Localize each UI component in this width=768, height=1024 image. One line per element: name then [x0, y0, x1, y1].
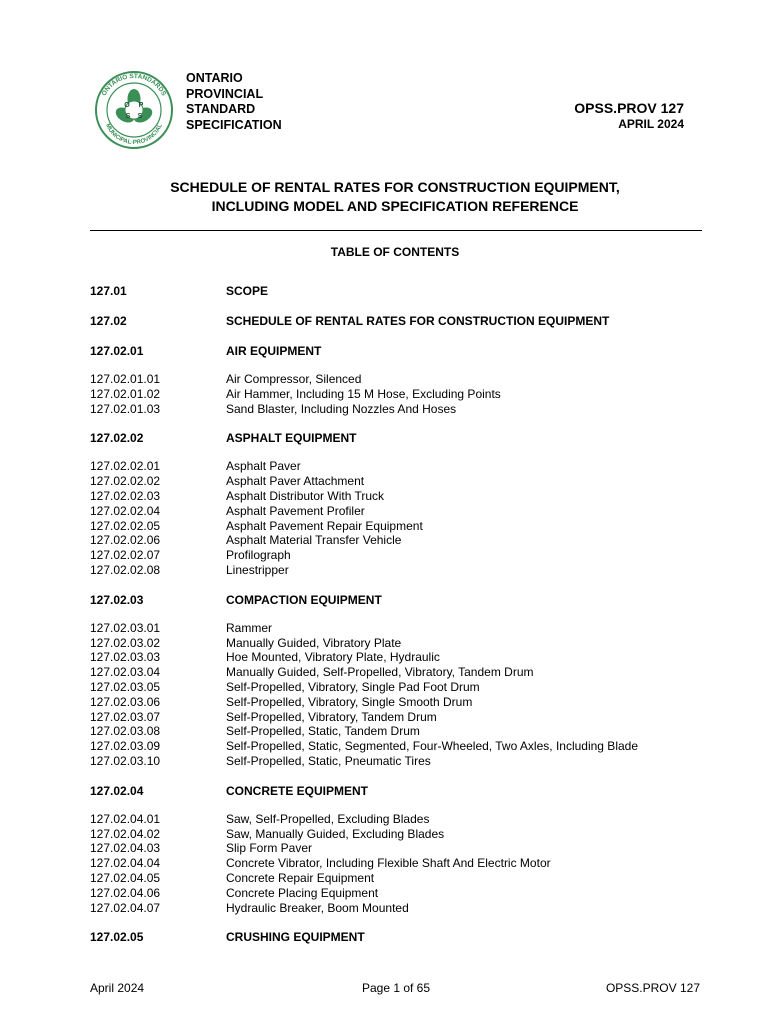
toc-section-row	[90, 592, 710, 608]
table-of-contents	[90, 283, 710, 945]
toc-number: 127.01	[90, 284, 127, 298]
toc-label: Manually Guided, Vibratory Plate	[226, 635, 402, 650]
organization-name	[186, 71, 282, 133]
toc-number: 127.02.03	[90, 592, 144, 607]
toc-item-row	[90, 827, 710, 842]
toc-item-row	[90, 886, 710, 901]
svg-text:MUNICIPAL·PROVINCIAL: MUNICIPAL·PROVINCIAL	[104, 123, 164, 147]
toc-item-row	[90, 372, 710, 387]
document-title	[90, 178, 700, 216]
toc-label: CONCRETE EQUIPMENT	[226, 783, 369, 798]
toc-number: 127.02.02.04	[90, 503, 161, 518]
title-line: SCHEDULE OF RENTAL RATES FOR CONSTRUCTION EQUIPMENT,	[170, 179, 620, 195]
toc-number: 127.02.04.02	[90, 826, 161, 841]
toc-label: Concrete Vibrator, Including Flexible Shaft And Electric Motor	[226, 856, 551, 871]
toc-label: Concrete Repair Equipment	[226, 870, 375, 885]
toc-label: Slip Form Paver	[226, 841, 313, 856]
toc-item-row	[90, 724, 710, 739]
toc-number: 127.02.05	[90, 930, 144, 945]
toc-label: Asphalt Pavement Repair Equipment	[226, 518, 423, 533]
toc-number: 127.02.01.02	[90, 386, 161, 401]
toc-number: 127.02.03.03	[90, 650, 161, 665]
toc-number: 127.02.02.01	[90, 459, 161, 474]
document-code: OPSS.PROV 127	[574, 100, 684, 116]
toc-item-row	[90, 754, 710, 769]
toc-number: 127.02.01	[90, 344, 144, 358]
org-line: SPECIFICATION	[186, 117, 282, 132]
toc-label: Asphalt Pavement Profiler	[226, 503, 365, 518]
toc-label: Self-Propelled, Vibratory, Tandem Drum	[226, 709, 437, 724]
toc-label: SCHEDULE OF RENTAL RATES FOR CONSTRUCTION EQUIPMENT	[226, 314, 610, 328]
toc-item-row	[90, 533, 710, 548]
page-footer	[90, 981, 702, 997]
toc-item-row	[90, 474, 710, 489]
toc-number: 127.02.04.01	[90, 811, 161, 826]
toc-number: 127.02.03.06	[90, 694, 161, 709]
toc-number: 127.02.04.03	[90, 841, 161, 856]
toc-number: 127.02.03.09	[90, 739, 161, 754]
toc-item-row	[90, 489, 710, 504]
document-identifier	[574, 100, 684, 132]
toc-label: Self-Propelled, Static, Pneumatic Tires	[226, 753, 431, 768]
horizontal-divider	[90, 230, 702, 231]
svg-text:O: O	[124, 102, 130, 109]
toc-heading: TABLE OF CONTENTS	[330, 245, 460, 259]
org-line: PROVINCIAL	[186, 86, 264, 101]
toc-number: 127.02.04.05	[90, 870, 161, 885]
toc-item-row	[90, 901, 710, 916]
footer-date: April 2024	[90, 981, 145, 995]
toc-number: 127.02.02.07	[90, 548, 161, 563]
toc-label: Linestripper	[226, 562, 289, 577]
toc-section-row	[90, 430, 710, 446]
toc-section-row	[90, 343, 710, 359]
opss-logo	[94, 70, 174, 150]
toc-label: COMPACTION EQUIPMENT	[226, 592, 382, 607]
toc-label: Air Compressor, Silenced	[226, 372, 362, 386]
toc-number: 127.02.03.08	[90, 724, 161, 739]
toc-number: 127.02.04.04	[90, 856, 161, 871]
toc-label: Sand Blaster, Including Nozzles And Hoses	[226, 401, 457, 416]
toc-number: 127.02.03.10	[90, 753, 161, 768]
toc-number: 127.02.02.05	[90, 518, 161, 533]
toc-label: AIR EQUIPMENT	[226, 344, 322, 358]
toc-number: 127.02.02	[90, 431, 144, 446]
toc-label: SCOPE	[226, 284, 269, 298]
toc-item-row	[90, 621, 710, 636]
toc-label: Self-Propelled, Vibratory, Single Pad Foot Drum	[226, 679, 480, 694]
toc-number: 127.02.04.07	[90, 900, 161, 915]
toc-number: 127.02.02.06	[90, 533, 161, 548]
svg-text:S: S	[137, 113, 143, 120]
toc-section-row	[90, 283, 710, 299]
toc-item-row	[90, 548, 710, 563]
footer-page-number: Page 1 of 65	[361, 981, 431, 995]
toc-item-row	[90, 841, 710, 856]
footer-document-code: OPSS.PROV 127	[605, 981, 700, 995]
toc-label: Rammer	[226, 620, 273, 635]
toc-item-row	[90, 856, 710, 871]
toc-section-row	[90, 313, 710, 329]
toc-number: 127.02.02.03	[90, 488, 161, 503]
toc-number: 127.02.02.02	[90, 474, 161, 489]
toc-label: Hoe Mounted, Vibratory Plate, Hydraulic	[226, 650, 440, 665]
toc-label: CRUSHING EQUIPMENT	[226, 930, 365, 945]
toc-label: Manually Guided, Self-Propelled, Vibratory, Tandem Drum	[226, 665, 534, 680]
toc-label: Asphalt Material Transfer Vehicle	[226, 533, 402, 548]
toc-number: 127.02.03.05	[90, 679, 161, 694]
toc-number: 127.02.01.03	[90, 401, 161, 416]
toc-item-row	[90, 665, 710, 680]
svg-text:S: S	[125, 113, 131, 120]
svg-text:P: P	[138, 102, 144, 109]
toc-number: 127.02.01.01	[90, 372, 161, 386]
toc-item-row	[90, 739, 710, 754]
toc-number: 127.02.02.08	[90, 562, 161, 577]
toc-number: 127.02	[90, 314, 127, 328]
toc-label: Self-Propelled, Static, Segmented, Four-Wheeled, Two Axles, Including Blade	[226, 739, 639, 754]
svg-text:ONTARIO STANDARDS: ONTARIO STANDARDS	[100, 72, 168, 98]
toc-label: Asphalt Paver Attachment	[226, 474, 365, 489]
toc-item-row	[90, 387, 710, 402]
toc-item-row	[90, 636, 710, 651]
title-line: INCLUDING MODEL AND SPECIFICATION REFERENCE	[211, 198, 579, 214]
toc-label: Concrete Placing Equipment	[226, 885, 379, 900]
toc-number: 127.02.04.06	[90, 885, 161, 900]
toc-item-row	[90, 871, 710, 886]
toc-label: Self-Propelled, Vibratory, Single Smooth Drum	[226, 694, 473, 709]
toc-number: 127.02.03.07	[90, 709, 161, 724]
org-line: STANDARD	[186, 102, 256, 116]
toc-section-row	[90, 929, 710, 945]
toc-label: Self-Propelled, Static, Tandem Drum	[226, 724, 420, 739]
toc-label: Hydraulic Breaker, Boom Mounted	[226, 900, 409, 915]
toc-item-row	[90, 710, 710, 725]
toc-label: Saw, Self-Propelled, Excluding Blades	[226, 811, 430, 826]
toc-number: 127.02.03.04	[90, 665, 161, 680]
toc-number: 127.02.04	[90, 783, 144, 798]
toc-item-row	[90, 563, 710, 578]
toc-label: Asphalt Paver	[226, 459, 301, 474]
toc-number: 127.02.03.01	[90, 620, 161, 635]
toc-item-row	[90, 812, 710, 827]
toc-number: 127.02.03.02	[90, 635, 161, 650]
toc-label: Saw, Manually Guided, Excluding Blades	[226, 826, 445, 841]
toc-section-row	[90, 783, 710, 799]
toc-item-row	[90, 519, 710, 534]
toc-label: Profilograph	[226, 548, 291, 563]
toc-item-row	[90, 650, 710, 665]
toc-label: Asphalt Distributor With Truck	[226, 488, 385, 503]
toc-item-row	[90, 680, 710, 695]
toc-label: ASPHALT EQUIPMENT	[226, 431, 357, 446]
toc-item-row	[90, 459, 710, 474]
toc-item-row	[90, 504, 710, 519]
document-date: APRIL 2024	[618, 117, 684, 131]
toc-label: Air Hammer, Including 15 M Hose, Excluding Points	[226, 386, 501, 401]
toc-item-row	[90, 695, 710, 710]
org-line: ONTARIO	[186, 71, 243, 85]
toc-item-row	[90, 402, 710, 417]
